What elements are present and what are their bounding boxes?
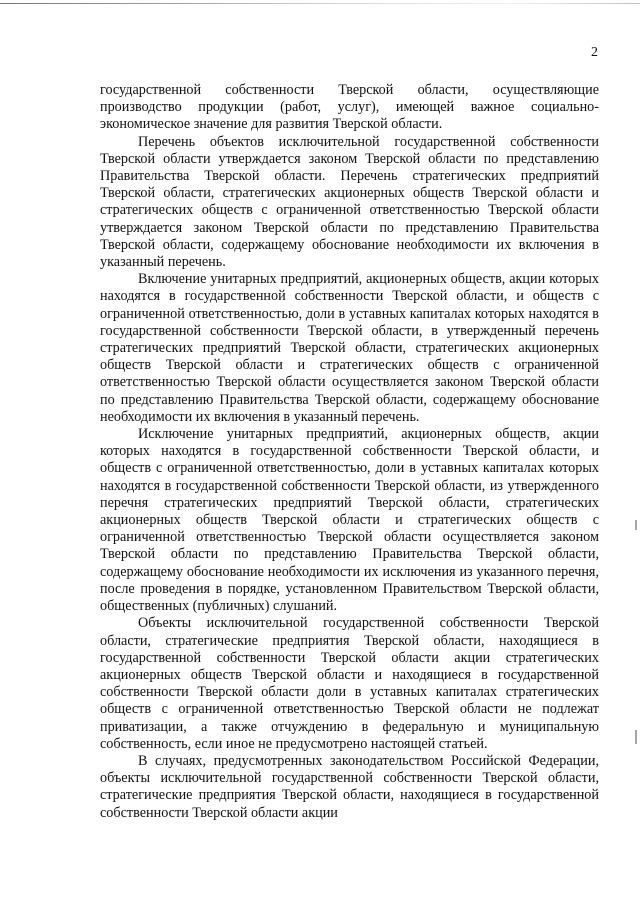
page-number: 2 — [591, 45, 598, 60]
scan-artifact-speck — [635, 520, 637, 530]
paragraph: государственной собственности Тверской области, осуществляющие производство продукции (работ, услуг), имеющей важное социально-экономическое значение для развития Тверской области. — [100, 82, 599, 133]
scan-artifact-speck — [635, 730, 637, 744]
paragraph: В случаях, предусмотренных законодательством Российской Федерации, объекты исключительной государственной собственности Тверской области, стратегические предприятия Тверской области, находящиеся в государственной собственности Тверской области акции — [100, 752, 599, 821]
paragraph: Перечень объектов исключительной государственной собственности Тверской области утверждается законом Тверской области по представлению Правительства Тверской области. Перечень стратегических предприятий Тверской области, стратегических акционерных обществ Тверской области и стратегических обществ с ограниченной ответственностью Тверской области утверждается законом Тверской области по представлению Правительства Тверской области, содержащему обоснование необходимости их включения в указанный перечень. — [100, 133, 599, 271]
scan-artifact-line — [0, 3, 640, 4]
paragraph: Включение унитарных предприятий, акционерных обществ, акции которых находятся в государственной собственности Тверской области, и обществ с ограниченной ответственностью, доли в уставных капиталах которых находятся в государственной собственности Тверской области, в утвержденный перечень стратегических предприятий Тверской области, стратегических акционерных обществ Тверской области и стратегических обществ с ограниченной ответственностью Тверской области осуществляется законом Тверской области по представлению Правительства Тверской области, содержащему обоснование необходимости их включения в указанный перечень. — [100, 271, 599, 425]
document-body — [100, 82, 599, 822]
paragraph: Объекты исключительной государственной собственности Тверской области, стратегические предприятия Тверской области, находящиеся в государственной собственности Тверской области акции стратегических акционерных обществ Тверской области и находящиеся в государственной собственности Тверской области доли в уставных капиталах стратегических обществ с ограниченной ответственностью Тверской области не подлежат приватизации, а также отчуждению в федеральную и муниципальную собственность, если иное не предусмотрено настоящей статьей. — [100, 615, 599, 752]
paragraph: Исключение унитарных предприятий, акционерных обществ, акции которых находятся в государственной собственности Тверской области, и обществ с ограниченной ответственностью, доли в уставных капиталах которых находятся в государственной собственности Тверской области, из утвержденного перечня стратегических предприятий Тверской области, стратегических акционерных обществ Тверской области и стратегических обществ с ограниченной ответственностью Тверской области осуществляется законом Тверской области по представлению Правительства Тверской области, содержащему обоснование необходимости их исключения из указанного перечня, после проведения в порядке, установленном Правительством Тверской области, общественных (публичных) слушаний. — [100, 426, 599, 615]
